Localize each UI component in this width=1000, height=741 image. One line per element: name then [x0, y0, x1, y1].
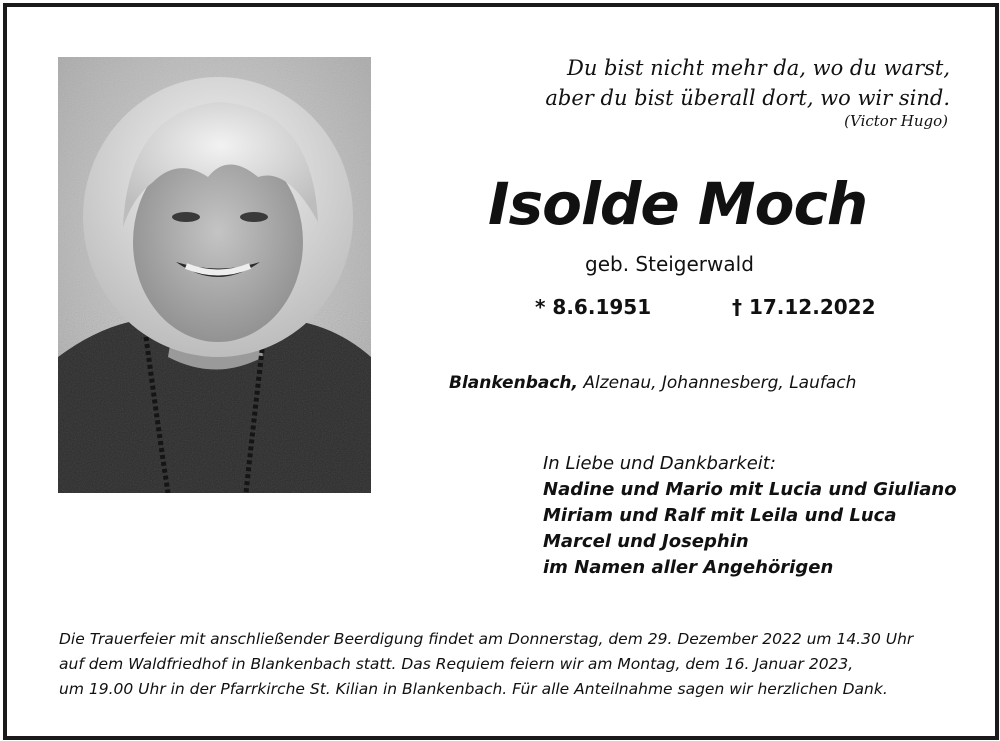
quote-line-2: aber du bist überall dort, wo wir sind.	[545, 86, 950, 110]
place-main: Blankenbach,	[449, 373, 578, 393]
funeral-notice	[59, 627, 959, 702]
portrait-photo	[58, 57, 371, 493]
mourners-block	[543, 451, 957, 581]
mourner-line: Miriam und Ralf mit Leila und Luca	[543, 505, 897, 526]
places-line	[449, 373, 856, 393]
notice-line: um 19.00 Uhr in der Pfarrkirche St. Kilian in Blankenbach. Für alle Anteilnahme sagen wir herzlichen Dank.	[59, 680, 888, 698]
deceased-name: Isolde Moch	[488, 170, 868, 238]
quote-line-1: Du bist nicht mehr da, wo du warst,	[567, 56, 950, 80]
mourner-line: Nadine und Mario mit Lucia und Giuliano	[543, 479, 957, 500]
mourners-intro: In Liebe und Dankbarkeit:	[543, 453, 776, 474]
places-rest: Alzenau, Johannesberg, Laufach	[577, 373, 857, 393]
birth-name: geb. Steigerwald	[585, 252, 754, 276]
birth-date: * 8.6.1951	[535, 295, 652, 319]
mourner-line: Marcel und Josephin	[543, 531, 749, 552]
epitaph-quote	[530, 53, 950, 113]
death-date: † 17.12.2022	[732, 295, 876, 319]
notice-line: auf dem Waldfriedhof in Blankenbach statt. Das Requiem feiern wir am Montag, dem 16. Januar 2023,	[59, 655, 854, 673]
quote-author: (Victor Hugo)	[844, 112, 948, 130]
notice-line: Die Trauerfeier mit anschließender Beerdigung findet am Donnerstag, dem 29. Dezember 2022 um 14.30 Uhr	[59, 630, 914, 648]
mourner-line: im Namen aller Angehörigen	[543, 557, 834, 578]
